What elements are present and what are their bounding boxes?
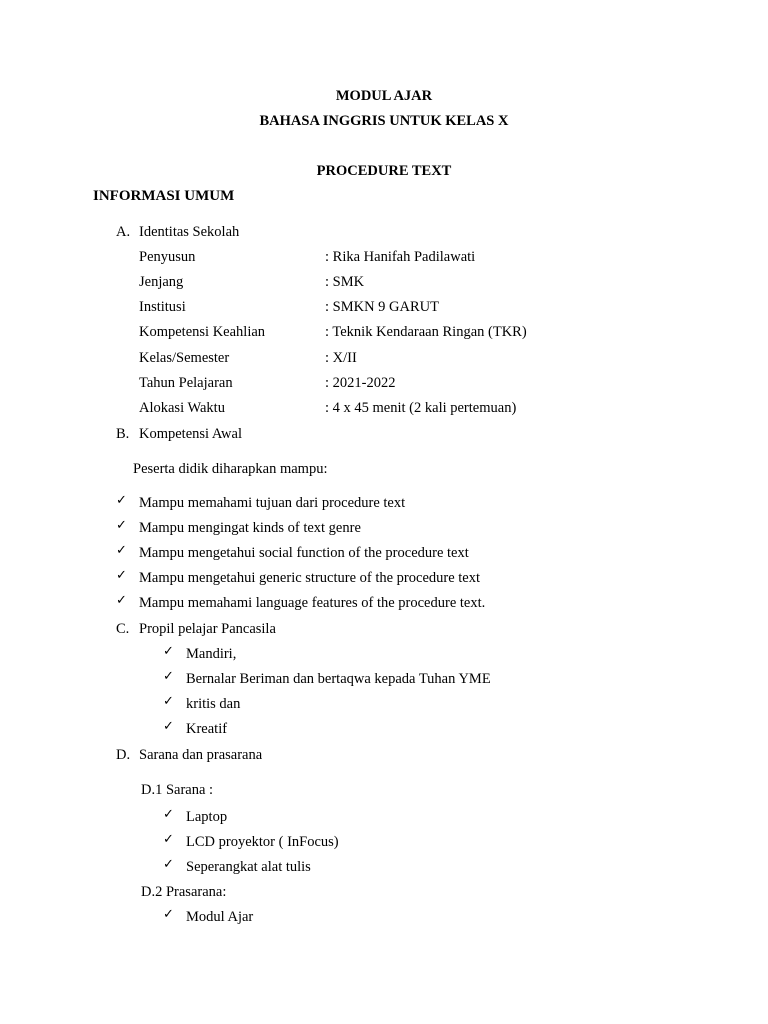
section-b-marker: B. (116, 426, 130, 442)
pancasila-item: Bernalar Beriman dan bertaqwa kepada Tuhan YME (186, 671, 491, 687)
check-icon: ✓ (163, 832, 174, 847)
check-icon: ✓ (163, 644, 174, 659)
identity-label: Kelas/Semester (139, 350, 230, 366)
identity-value: : SMK (325, 274, 365, 290)
check-icon: ✓ (163, 907, 174, 922)
section-b-title: Kompetensi Awal (139, 426, 242, 442)
check-icon: ✓ (116, 593, 127, 608)
check-icon: ✓ (163, 669, 174, 684)
identity-label: Penyusun (139, 249, 196, 265)
section-b-intro: Peserta didik diharapkan mampu: (133, 461, 328, 477)
identity-value: : SMKN 9 GARUT (325, 299, 439, 315)
identity-value: : X/II (325, 350, 357, 366)
sarana-item: LCD proyektor ( InFocus) (186, 834, 339, 850)
section-a-marker: A. (116, 224, 131, 240)
competency-item: Mampu mengingat kinds of text genre (139, 520, 361, 536)
doc-title-modul-ajar: MODUL AJAR (335, 88, 433, 104)
section-a-title: Identitas Sekolah (139, 224, 240, 240)
check-icon: ✓ (163, 719, 174, 734)
section-c-marker: C. (116, 621, 130, 637)
competency-item: Mampu memahami language features of the procedure text. (139, 595, 486, 611)
identity-label: Tahun Pelajaran (139, 375, 233, 391)
competency-item: Mampu mengetahui generic structure of the procedure text (139, 570, 481, 586)
section-d1-title: D.1 Sarana : (141, 782, 214, 798)
prasarana-item: Modul Ajar (186, 909, 254, 925)
doc-title-topic: PROCEDURE TEXT (316, 163, 452, 179)
section-c-title: Propil pelajar Pancasila (139, 621, 276, 637)
section-d-title: Sarana dan prasarana (139, 747, 263, 763)
section-d-marker: D. (116, 747, 131, 763)
doc-title-subject: BAHASA INGGRIS UNTUK KELAS X (259, 113, 509, 129)
identity-value: : 4 x 45 menit (2 kali pertemuan) (325, 400, 517, 416)
section-d2-title: D.2 Prasarana: (141, 884, 227, 900)
check-icon: ✓ (116, 568, 127, 583)
check-icon: ✓ (116, 518, 127, 533)
identity-label: Jenjang (139, 274, 184, 290)
competency-item: Mampu memahami tujuan dari procedure text (139, 495, 406, 511)
identity-label: Alokasi Waktu (139, 400, 225, 416)
heading-informasi-umum: INFORMASI UMUM (93, 188, 235, 204)
check-icon: ✓ (116, 493, 127, 508)
sarana-item: Laptop (186, 809, 228, 825)
pancasila-item: kritis dan (186, 696, 241, 712)
pancasila-item: Mandiri, (186, 646, 237, 662)
identity-value: : Rika Hanifah Padilawati (325, 249, 476, 265)
check-icon: ✓ (163, 694, 174, 709)
identity-label: Kompetensi Keahlian (139, 324, 266, 340)
identity-value: : Teknik Kendaraan Ringan (TKR) (325, 324, 527, 340)
identity-label: Institusi (139, 299, 186, 315)
check-icon: ✓ (163, 857, 174, 872)
identity-value: : 2021-2022 (325, 375, 396, 391)
pancasila-item: Kreatif (186, 721, 228, 737)
competency-item: Mampu mengetahui social function of the procedure text (139, 545, 469, 561)
check-icon: ✓ (163, 807, 174, 822)
sarana-item: Seperangkat alat tulis (186, 859, 311, 875)
check-icon: ✓ (116, 543, 127, 558)
